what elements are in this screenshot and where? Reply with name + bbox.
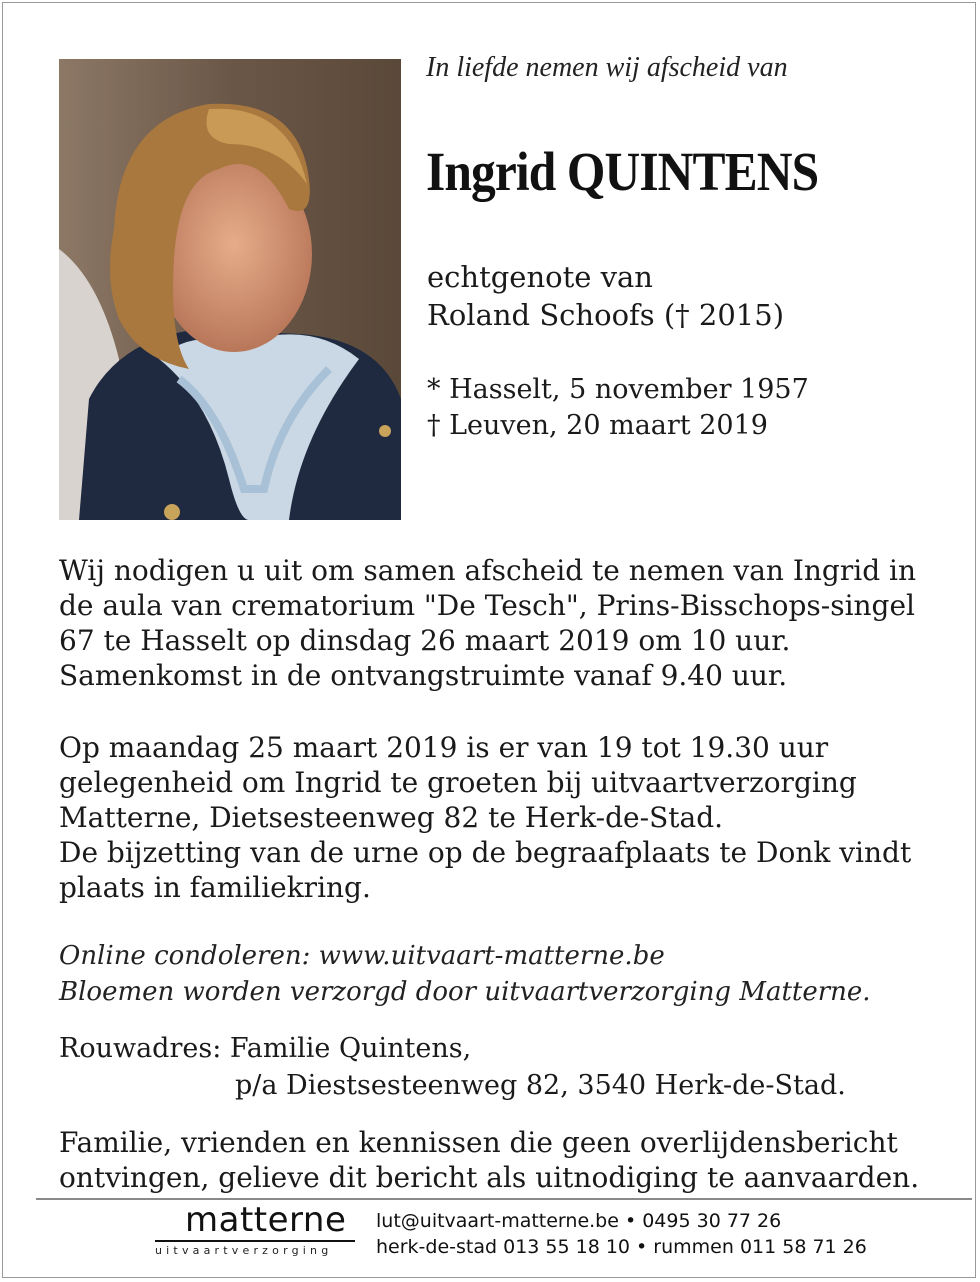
ceremony-paragraph: Wij nodigen u uit om samen afscheid te nemen van Ingrid in de aula van crematorium "De Tesch", Prins-Bisschops-singel 67 te Hasselt op dinsdag 26 maart 2019 om 10 uur. Samenkomst in de ontvangstruimte vanaf 9.40 uur.: [59, 554, 917, 692]
flowers-note: Bloemen worden verzorgd door uitvaartverzorging Matterne.: [59, 977, 871, 1007]
contact-info: [376, 1208, 867, 1260]
invitation-note: Familie, vrienden en kennissen die geen overlijdensbericht ontvingen, gelieve dit bericht als uitnodiging te aanvaarden.: [59, 1126, 920, 1194]
life-dates: [427, 372, 809, 444]
spouse-line2: Roland Schoofs († 2015): [427, 298, 785, 332]
address-line2: p/a Diestsesteenweg 82, 3540 Herk-de-Stad.: [235, 1070, 846, 1101]
deceased-name: Ingrid QUINTENS: [426, 141, 819, 202]
visitation-paragraph: [59, 730, 939, 905]
visitation-text: Op maandag 25 maart 2019 is er van 19 tot 19.30 uur gelegenheid om Ingrid te groeten bij uitvaartverzorging Matterne, Dietsesteenweg 82 te Herk-de-Stad.: [59, 731, 857, 834]
birth-date: * Hasselt, 5 november 1957: [427, 374, 809, 405]
intro-text: In liefde nemen wij afscheid van: [426, 52, 788, 83]
spouse-line1: echtgenote van: [427, 260, 653, 294]
contact-line2: herk-de-stad 013 55 18 10 • rummen 011 58 71 26: [376, 1236, 867, 1258]
urn-text: De bijzetting van de urne op de begraafplaats te Donk vindt plaats in familiekring.: [59, 836, 912, 904]
matterne-logo: matterne: [185, 1200, 347, 1240]
spouse-info: [427, 258, 784, 334]
mourning-address: [59, 1030, 846, 1104]
online-condolence: Online condoleren: www.uitvaart-matterne.be: [59, 941, 665, 971]
contact-line1: lut@uitvaart-matterne.be • 0495 30 77 26: [376, 1210, 782, 1232]
logo-subtitle: uitvaartverzorging: [155, 1244, 333, 1257]
portrait-photo: [59, 59, 401, 520]
logo-underline: [155, 1240, 355, 1242]
condolence-info: [59, 938, 939, 1010]
address-label: Rouwadres: Familie Quintens,: [59, 1033, 472, 1064]
footer-divider: [36, 1198, 972, 1200]
death-date: † Leuven, 20 maart 2019: [427, 410, 768, 441]
